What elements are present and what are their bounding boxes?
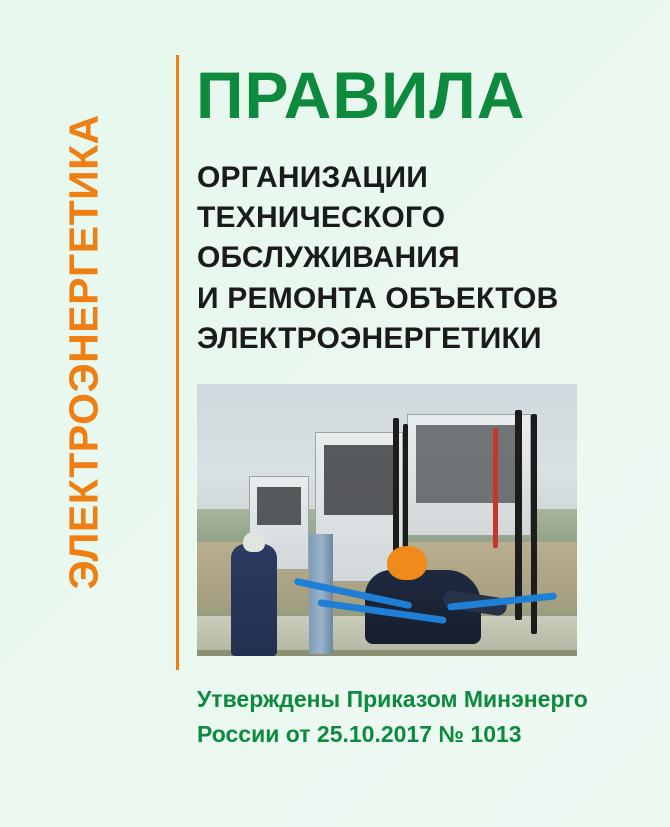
support-pole xyxy=(309,534,333,654)
worker-standing xyxy=(231,544,277,656)
cover-content xyxy=(196,0,670,827)
cabinet-panel xyxy=(324,445,394,515)
cable xyxy=(515,410,522,620)
approval-line-2: России от 25.10.2017 № 1013 xyxy=(197,720,522,747)
cabinet-panel xyxy=(257,487,301,525)
cable-red xyxy=(493,428,498,548)
cover-photo xyxy=(197,384,577,656)
cable xyxy=(393,418,399,568)
subtitle-line-2: ТЕХНИЧЕСКОГО xyxy=(197,201,446,235)
approval-line-1: Утверждены Приказом Минэнерго xyxy=(197,686,588,712)
spine-title: ЭЛЕКТРОЭНЕРГЕТИКА xyxy=(60,114,107,590)
orange-helmet-icon xyxy=(387,546,427,580)
electrical-cabinet-large xyxy=(407,414,531,536)
worker-standing-head xyxy=(243,532,265,552)
cabinet-panel xyxy=(416,425,522,503)
subtitle-line-3: ОБСЛУЖИВАНИЯ xyxy=(197,241,460,275)
subtitle-line-1: ОРГАНИЗАЦИИ xyxy=(197,161,429,194)
subtitle xyxy=(197,158,597,359)
vertical-divider xyxy=(176,55,179,670)
subtitle-line-5: ЭЛЕКТРОЭНЕРГЕТИКИ xyxy=(197,321,542,355)
subtitle-line-4: И РЕМОНТА ОБЪЕКТОВ xyxy=(197,281,559,315)
spine-title-area xyxy=(0,0,178,700)
approval-note xyxy=(197,682,597,751)
page-title: ПРАВИЛА xyxy=(196,58,526,132)
